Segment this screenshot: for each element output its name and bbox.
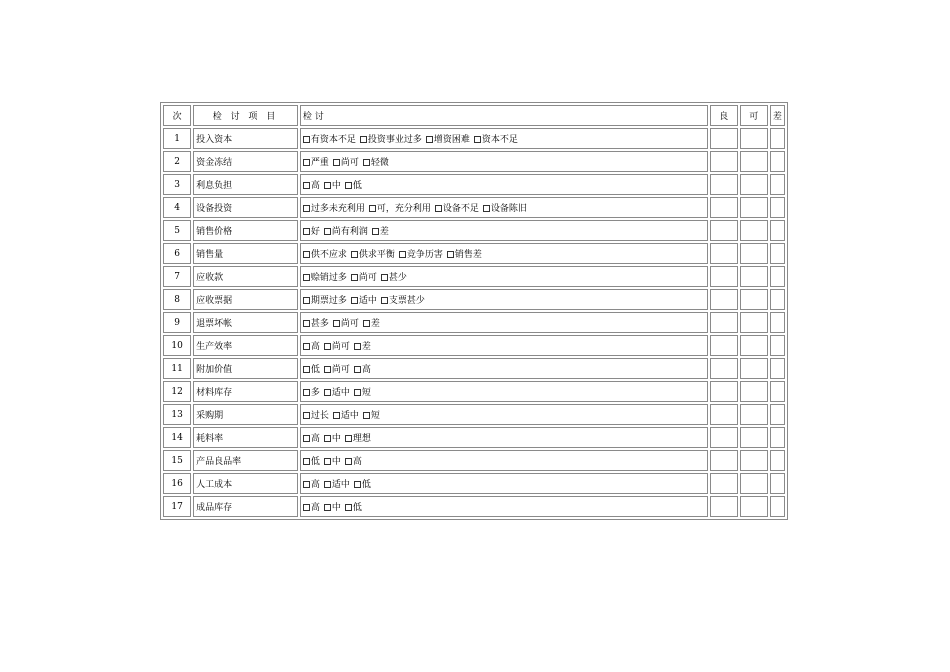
- review-item-label: 投入资本: [193, 128, 298, 149]
- review-item-label: 采购期: [193, 404, 298, 425]
- grade-fair-cell[interactable]: [740, 243, 768, 264]
- option-label: 严重: [310, 158, 329, 168]
- option-label: 差: [379, 227, 389, 237]
- option-label: 尚可: [358, 273, 377, 283]
- option-label: 尚可: [340, 319, 359, 329]
- checkbox-icon[interactable]: [324, 458, 331, 465]
- checkbox-icon[interactable]: [324, 343, 331, 350]
- checkbox-icon[interactable]: [303, 182, 310, 189]
- checkbox-icon[interactable]: [333, 412, 340, 419]
- table-row: [163, 243, 785, 264]
- checkbox-icon[interactable]: [345, 182, 352, 189]
- checkbox-icon[interactable]: [369, 205, 376, 212]
- table-row: [163, 151, 785, 172]
- checkbox-icon[interactable]: [363, 159, 370, 166]
- option-item[interactable]: [324, 342, 350, 352]
- checkbox-icon[interactable]: [324, 389, 331, 396]
- option-item[interactable]: [303, 503, 320, 513]
- checkbox-icon[interactable]: [399, 251, 406, 258]
- option-item[interactable]: [354, 342, 371, 352]
- grade-good-cell[interactable]: [710, 151, 738, 172]
- grade-fair-cell[interactable]: [740, 358, 768, 379]
- option-item[interactable]: [381, 273, 407, 283]
- checkbox-icon[interactable]: [345, 458, 352, 465]
- grade-fair-cell[interactable]: [740, 197, 768, 218]
- option-label: 低: [310, 365, 320, 375]
- grade-poor-cell[interactable]: [770, 243, 785, 264]
- review-options: [300, 473, 708, 494]
- option-item[interactable]: [324, 480, 350, 490]
- option-label: 适中: [331, 388, 350, 398]
- option-label: 支票甚少: [388, 296, 425, 306]
- checkbox-icon[interactable]: [381, 297, 388, 304]
- review-item-label: 成品库存: [193, 496, 298, 517]
- option-item[interactable]: [345, 434, 371, 444]
- option-label: 尚可: [340, 158, 359, 168]
- checkbox-icon[interactable]: [360, 136, 367, 143]
- table-row: [163, 404, 785, 425]
- option-label: 高: [310, 503, 320, 513]
- option-label: 赊销过多: [310, 273, 347, 283]
- review-item-label: 资金冻结: [193, 151, 298, 172]
- option-item[interactable]: [399, 250, 443, 260]
- option-item[interactable]: [363, 158, 389, 168]
- option-item[interactable]: [351, 273, 377, 283]
- checkbox-icon[interactable]: [474, 136, 481, 143]
- grade-fair-cell[interactable]: [740, 404, 768, 425]
- table-row: [163, 473, 785, 494]
- option-label: 中: [331, 457, 341, 467]
- review-options: [300, 335, 708, 356]
- row-number: 2: [163, 151, 191, 172]
- grade-poor-cell[interactable]: [770, 496, 785, 517]
- option-item[interactable]: [324, 503, 341, 513]
- grade-fair-cell[interactable]: [740, 312, 768, 333]
- option-item[interactable]: [303, 342, 320, 352]
- review-options: [300, 427, 708, 448]
- option-item[interactable]: [303, 388, 320, 398]
- option-label: 期票过多: [310, 296, 347, 306]
- checkbox-icon[interactable]: [303, 205, 310, 212]
- checkbox-icon[interactable]: [354, 389, 361, 396]
- option-item[interactable]: [303, 434, 320, 444]
- grade-poor-cell[interactable]: [770, 358, 785, 379]
- option-label: 供求平衡: [358, 250, 395, 260]
- option-item[interactable]: [363, 319, 380, 329]
- option-label: 过长: [310, 411, 329, 421]
- grade-good-cell[interactable]: [710, 220, 738, 241]
- checkbox-icon[interactable]: [447, 251, 454, 258]
- grade-good-cell[interactable]: [710, 174, 738, 195]
- header-row: [163, 105, 785, 126]
- header-no: 次: [163, 105, 191, 126]
- grade-fair-cell[interactable]: [740, 496, 768, 517]
- option-item[interactable]: [363, 411, 380, 421]
- option-item[interactable]: [324, 227, 368, 237]
- table-row: [163, 312, 785, 333]
- option-label: 高: [310, 480, 320, 490]
- review-options: [300, 358, 708, 379]
- grade-poor-cell[interactable]: [770, 174, 785, 195]
- option-item[interactable]: [333, 158, 359, 168]
- grade-good-cell[interactable]: [710, 496, 738, 517]
- grade-good-cell[interactable]: [710, 197, 738, 218]
- review-item-label: 退票坏帐: [193, 312, 298, 333]
- option-label: 低: [352, 503, 362, 513]
- grade-fair-cell[interactable]: [740, 289, 768, 310]
- option-item[interactable]: [303, 227, 320, 237]
- grade-good-cell[interactable]: [710, 335, 738, 356]
- table-row: [163, 128, 785, 149]
- checkbox-icon[interactable]: [354, 481, 361, 488]
- row-number: 3: [163, 174, 191, 195]
- option-item[interactable]: [303, 273, 347, 283]
- checkbox-icon[interactable]: [351, 297, 358, 304]
- review-item-label: 材料库存: [193, 381, 298, 402]
- option-label: 多: [310, 388, 320, 398]
- row-number: 8: [163, 289, 191, 310]
- option-item[interactable]: [345, 181, 362, 191]
- option-item[interactable]: [447, 250, 482, 260]
- grade-poor-cell[interactable]: [770, 128, 785, 149]
- row-number: 16: [163, 473, 191, 494]
- option-item[interactable]: [324, 388, 350, 398]
- option-label: 适中: [358, 296, 377, 306]
- checkbox-icon[interactable]: [363, 412, 370, 419]
- grade-poor-cell[interactable]: [770, 289, 785, 310]
- row-number: 11: [163, 358, 191, 379]
- grade-fair-cell[interactable]: [740, 266, 768, 287]
- option-item[interactable]: [303, 296, 347, 306]
- checkbox-icon[interactable]: [324, 435, 331, 442]
- checkbox-icon[interactable]: [303, 504, 310, 511]
- review-options: [300, 197, 708, 218]
- option-item[interactable]: [324, 365, 350, 375]
- row-number: 6: [163, 243, 191, 264]
- row-number: 17: [163, 496, 191, 517]
- grade-poor-cell[interactable]: [770, 266, 785, 287]
- checkbox-icon[interactable]: [333, 320, 340, 327]
- option-label: 差: [361, 342, 371, 352]
- checkbox-icon[interactable]: [303, 274, 310, 281]
- option-label: 高: [310, 181, 320, 191]
- option-item[interactable]: [324, 181, 341, 191]
- checkbox-icon[interactable]: [303, 435, 310, 442]
- option-label: 短: [361, 388, 371, 398]
- review-options: [300, 243, 708, 264]
- review-item-label: 销售量: [193, 243, 298, 264]
- checkbox-icon[interactable]: [345, 504, 352, 511]
- row-number: 4: [163, 197, 191, 218]
- option-item[interactable]: [354, 365, 371, 375]
- checkbox-icon[interactable]: [324, 366, 331, 373]
- row-number: 5: [163, 220, 191, 241]
- checkbox-icon[interactable]: [351, 274, 358, 281]
- checkbox-icon[interactable]: [303, 412, 310, 419]
- grade-fair-cell[interactable]: [740, 128, 768, 149]
- checkbox-icon[interactable]: [303, 343, 310, 350]
- option-item[interactable]: [303, 411, 329, 421]
- option-item[interactable]: [303, 204, 365, 214]
- table-row: [163, 381, 785, 402]
- review-options: [300, 266, 708, 287]
- checkbox-icon[interactable]: [303, 389, 310, 396]
- option-label: 甚少: [388, 273, 407, 283]
- option-item[interactable]: [351, 250, 395, 260]
- grade-fair-cell[interactable]: [740, 335, 768, 356]
- checkbox-icon[interactable]: [303, 251, 310, 258]
- checkbox-icon[interactable]: [324, 182, 331, 189]
- option-item[interactable]: [303, 319, 329, 329]
- grade-poor-cell[interactable]: [770, 312, 785, 333]
- option-label: 资本不足: [481, 135, 518, 145]
- option-item[interactable]: [381, 296, 425, 306]
- header-item: 检 讨 项 目: [193, 105, 298, 126]
- option-label: 竞争历害: [406, 250, 443, 260]
- checkbox-icon[interactable]: [381, 274, 388, 281]
- grade-poor-cell[interactable]: [770, 197, 785, 218]
- checkbox-icon[interactable]: [345, 435, 352, 442]
- option-label: 轻微: [370, 158, 389, 168]
- option-label: 可，充分利用: [376, 204, 431, 214]
- review-item-label: 生产效率: [193, 335, 298, 356]
- option-item[interactable]: [360, 135, 422, 145]
- checkbox-icon[interactable]: [303, 366, 310, 373]
- header-grade-fair: 可: [740, 105, 768, 126]
- row-number: 15: [163, 450, 191, 471]
- option-item[interactable]: [483, 204, 527, 214]
- table-row: [163, 220, 785, 241]
- checkbox-icon[interactable]: [483, 205, 490, 212]
- table-row: [163, 450, 785, 471]
- option-label: 理想: [352, 434, 371, 444]
- option-label: 好: [310, 227, 320, 237]
- table-row: [163, 266, 785, 287]
- row-number: 13: [163, 404, 191, 425]
- header-grade-poor: 差: [770, 105, 785, 126]
- grade-good-cell[interactable]: [710, 243, 738, 264]
- option-item[interactable]: [324, 457, 341, 467]
- grade-poor-cell[interactable]: [770, 381, 785, 402]
- grade-fair-cell[interactable]: [740, 427, 768, 448]
- option-label: 高: [310, 342, 320, 352]
- option-item[interactable]: [354, 388, 371, 398]
- checkbox-icon[interactable]: [426, 136, 433, 143]
- grade-good-cell[interactable]: [710, 266, 738, 287]
- grade-fair-cell[interactable]: [740, 381, 768, 402]
- grade-fair-cell[interactable]: [740, 151, 768, 172]
- table-row: [163, 197, 785, 218]
- review-options: [300, 220, 708, 241]
- checkbox-icon[interactable]: [303, 297, 310, 304]
- review-options: [300, 496, 708, 517]
- table-row: [163, 496, 785, 517]
- review-item-label: 附加价值: [193, 358, 298, 379]
- table-row: [163, 335, 785, 356]
- review-options: [300, 289, 708, 310]
- grade-fair-cell[interactable]: [740, 473, 768, 494]
- option-label: 设备陈旧: [490, 204, 527, 214]
- review-options: [300, 312, 708, 333]
- checkbox-icon[interactable]: [303, 458, 310, 465]
- grade-poor-cell[interactable]: [770, 427, 785, 448]
- checkbox-icon[interactable]: [324, 481, 331, 488]
- option-label: 尚可: [331, 342, 350, 352]
- grade-poor-cell[interactable]: [770, 473, 785, 494]
- option-label: 适中: [340, 411, 359, 421]
- review-item-label: 人工成本: [193, 473, 298, 494]
- checkbox-icon[interactable]: [303, 228, 310, 235]
- grade-good-cell[interactable]: [710, 450, 738, 471]
- table-row: [163, 358, 785, 379]
- option-label: 中: [331, 503, 341, 513]
- option-item[interactable]: [303, 181, 320, 191]
- header-check: 检 讨: [300, 105, 708, 126]
- option-label: 尚可: [331, 365, 350, 375]
- grade-poor-cell[interactable]: [770, 404, 785, 425]
- row-number: 14: [163, 427, 191, 448]
- option-label: 高: [310, 434, 320, 444]
- table-row: [163, 174, 785, 195]
- option-label: 投资事业过多: [367, 135, 422, 145]
- table-row: [163, 427, 785, 448]
- option-label: 中: [331, 181, 341, 191]
- checkbox-icon[interactable]: [354, 343, 361, 350]
- option-label: 有资本不足: [310, 135, 356, 145]
- option-item[interactable]: [303, 135, 356, 145]
- row-number: 1: [163, 128, 191, 149]
- checkbox-icon[interactable]: [303, 481, 310, 488]
- option-label: 低: [310, 457, 320, 467]
- review-item-label: 应收款: [193, 266, 298, 287]
- option-item[interactable]: [303, 480, 320, 490]
- option-item[interactable]: [303, 250, 347, 260]
- checkbox-icon[interactable]: [303, 320, 310, 327]
- header-grade-good: 良: [710, 105, 738, 126]
- row-number: 7: [163, 266, 191, 287]
- review-options: [300, 450, 708, 471]
- option-label: 适中: [331, 480, 350, 490]
- option-item[interactable]: [345, 503, 362, 513]
- option-item[interactable]: [435, 204, 479, 214]
- checkbox-icon[interactable]: [303, 136, 310, 143]
- review-options: [300, 174, 708, 195]
- option-item[interactable]: [351, 296, 377, 306]
- option-item[interactable]: [333, 411, 359, 421]
- checkbox-icon[interactable]: [303, 159, 310, 166]
- grade-poor-cell[interactable]: [770, 335, 785, 356]
- checkbox-icon[interactable]: [354, 366, 361, 373]
- option-label: 低: [361, 480, 371, 490]
- review-sheet: [160, 102, 788, 520]
- checkbox-icon[interactable]: [333, 159, 340, 166]
- grade-good-cell[interactable]: [710, 427, 738, 448]
- option-item[interactable]: [303, 457, 320, 467]
- grade-good-cell[interactable]: [710, 289, 738, 310]
- review-table: [160, 102, 788, 520]
- grade-good-cell[interactable]: [710, 473, 738, 494]
- review-options: [300, 151, 708, 172]
- grade-poor-cell[interactable]: [770, 220, 785, 241]
- review-options: [300, 381, 708, 402]
- option-label: 高: [361, 365, 371, 375]
- row-number: 12: [163, 381, 191, 402]
- grade-good-cell[interactable]: [710, 404, 738, 425]
- option-item[interactable]: [474, 135, 518, 145]
- option-label: 差: [370, 319, 380, 329]
- option-label: 中: [331, 434, 341, 444]
- option-item[interactable]: [345, 457, 362, 467]
- checkbox-icon[interactable]: [372, 228, 379, 235]
- grade-good-cell[interactable]: [710, 358, 738, 379]
- checkbox-icon[interactable]: [324, 504, 331, 511]
- grade-poor-cell[interactable]: [770, 450, 785, 471]
- checkbox-icon[interactable]: [351, 251, 358, 258]
- grade-poor-cell[interactable]: [770, 151, 785, 172]
- option-label: 短: [370, 411, 380, 421]
- review-item-label: 产品良品率: [193, 450, 298, 471]
- option-label: 增资困难: [433, 135, 470, 145]
- review-options: [300, 128, 708, 149]
- review-item-label: 耗料率: [193, 427, 298, 448]
- row-number: 10: [163, 335, 191, 356]
- option-label: 低: [352, 181, 362, 191]
- option-item[interactable]: [426, 135, 470, 145]
- row-number: 9: [163, 312, 191, 333]
- table-row: [163, 289, 785, 310]
- grade-fair-cell[interactable]: [740, 174, 768, 195]
- checkbox-icon[interactable]: [324, 228, 331, 235]
- checkbox-icon[interactable]: [363, 320, 370, 327]
- grade-good-cell[interactable]: [710, 381, 738, 402]
- option-label: 尚有利润: [331, 227, 368, 237]
- grade-good-cell[interactable]: [710, 128, 738, 149]
- grade-good-cell[interactable]: [710, 312, 738, 333]
- option-item[interactable]: [369, 204, 431, 214]
- option-item[interactable]: [303, 158, 329, 168]
- option-label: 供不应求: [310, 250, 347, 260]
- review-item-label: 销售价格: [193, 220, 298, 241]
- grade-fair-cell[interactable]: [740, 450, 768, 471]
- checkbox-icon[interactable]: [435, 205, 442, 212]
- option-item[interactable]: [354, 480, 371, 490]
- review-item-label: 应收票据: [193, 289, 298, 310]
- option-item[interactable]: [372, 227, 389, 237]
- option-item[interactable]: [303, 365, 320, 375]
- option-label: 高: [352, 457, 362, 467]
- option-item[interactable]: [333, 319, 359, 329]
- review-item-label: 设备投资: [193, 197, 298, 218]
- option-label: 销售差: [454, 250, 482, 260]
- option-item[interactable]: [324, 434, 341, 444]
- review-item-label: 利息负担: [193, 174, 298, 195]
- option-label: 过多未充利用: [310, 204, 365, 214]
- option-label: 设备不足: [442, 204, 479, 214]
- option-label: 甚多: [310, 319, 329, 329]
- review-options: [300, 404, 708, 425]
- grade-fair-cell[interactable]: [740, 220, 768, 241]
